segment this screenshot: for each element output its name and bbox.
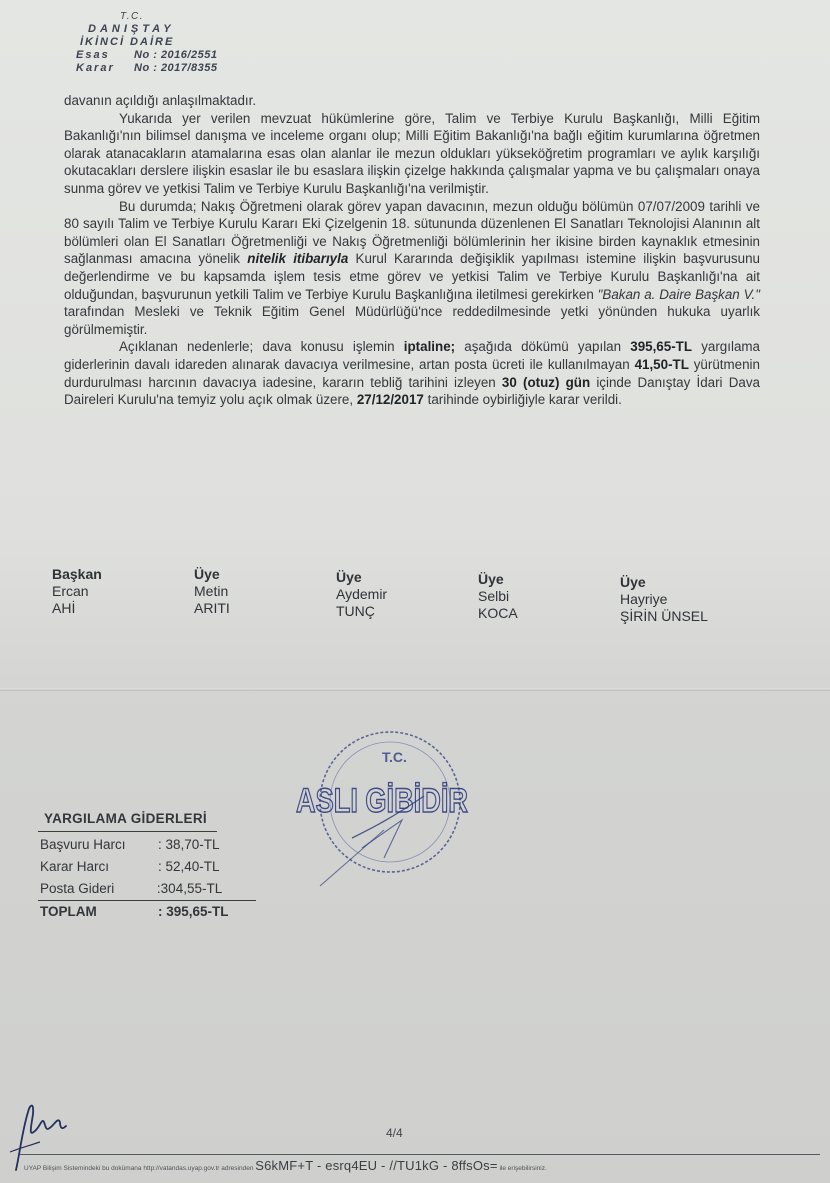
p4-text-i: içinde Danıştay İdari Dava Daireleri Kurulu'na temyiz yolu açık olmak üzere, [64, 374, 760, 408]
cost-total-label: TOPLAM [40, 904, 97, 919]
cost-label: Posta Gideri [40, 881, 115, 896]
decision-text [64, 92, 760, 409]
cost-value: : 38,70-TL [158, 837, 220, 852]
karar-row [76, 62, 217, 75]
paragraph-3 [64, 198, 760, 339]
p4-text-c: aşağıda dökümü yapılan [464, 339, 622, 355]
judges-panel [52, 566, 772, 625]
p4-date: 27/12/2017 [356, 392, 424, 408]
cost-total-value: : 395,65-TL [158, 904, 229, 919]
karar-no: No : 2017/8355 [134, 62, 218, 74]
p4-iptal: iptaline; [403, 339, 456, 355]
p4-total-amount: 395,65-TL [630, 339, 693, 355]
esas-label: Esas [76, 49, 110, 61]
p4-text-a: Açıklanan nedenlerle; dava konusu işlemin [119, 339, 395, 355]
karar-label: Karar [76, 62, 115, 74]
p4-refund-amount: 41,50-TL [634, 356, 689, 372]
stamp-top-text: T.C. [382, 749, 407, 765]
p3-text-a: Bu durumda; Nakış Öğretmeni olarak görev yapan davacının, mezun olduğu bölümün 07/07/2009 tarihli ve 80 sayılı Talim ve Terbiye Kurulu Kararı Eki Çizelgenin 18. sütununda düzenlenen El Sanatları Teknolojisi Alanının alt bölümleri olan El Sanatları Öğretmenliği ve Nakış Öğretmenliği bölümlerinin her ikisine birden kaynaklık etmesinin sağlanması amacına yönelik [64, 198, 760, 267]
judge-last-name: ARITI [194, 600, 230, 616]
footer-prefix: UYAP Bilişim Sistemindeki bu dokümana http://vatandas.uyap.gov.tr adresinden [24, 1165, 254, 1172]
judge-first-name: Metin [194, 583, 229, 599]
p3-emphasis: nitelik itibarıyla [247, 251, 349, 267]
paragraph-1: davanın açıldığı anlaşılmaktadır. [64, 93, 257, 108]
header-org: DANIŞTAY [88, 23, 175, 35]
cost-row [38, 856, 258, 878]
judge-first-name: Selbi [478, 588, 510, 604]
page-number: 4/4 [386, 1126, 403, 1140]
p4-text-k: tarihinde oybirliğiyle karar verildi. [427, 392, 622, 408]
footer-suffix: ile erişebilirsiniz. [499, 1165, 547, 1172]
cost-row [38, 878, 256, 901]
p4-text-g: yürütmenin durdurulması harcının davacıya iadesine, kararın tebliğ tarihini izleyen [64, 356, 760, 390]
header-tc: T.C. [120, 11, 144, 22]
judge-role: Üye [478, 571, 504, 587]
cost-label: Başvuru Harcı [40, 837, 126, 852]
esas-no: No : 2016/2551 [134, 49, 218, 61]
p3-quote: "Bakan a. Daire Başkan V." [597, 286, 760, 302]
footer-divider [20, 1154, 820, 1155]
judge-last-name: AHİ [52, 600, 76, 616]
judge-member-1 [194, 566, 336, 625]
judge-last-name: KOCA [478, 605, 518, 621]
paragraph-2: Yukarıda yer verilen mevzuat hükümlerine göre, Talim ve Terbiye Kurulu Başkanlığı, Milli Eğitim Bakanlığı'nın bilimsel danışma ve inceleme organı olup; Milli Eğitim Bakanlığı'na bağlı eğitim kurumlarına öğretmen olarak atanacakların atamalarına esas olan alanlar ile mezun oldukları yükseköğretim programları ve aylık karşılığı okutacakları derslere ilişkin esaslar ile bu esaslara ilişkin çizelge hakkında çalışmalar yapma ve bu çalışmaları onaya sunma görev ve yetkisi Talim ve Terbiye Kurulu Başkanlığı'na verilmiştir. [64, 110, 760, 196]
costs-table [38, 808, 258, 923]
cost-label: Karar Harcı [40, 859, 110, 874]
judge-role: Üye [194, 566, 220, 582]
esas-row [76, 49, 217, 62]
court-header [76, 10, 217, 75]
judge-president [52, 566, 194, 625]
paper-fold [0, 688, 830, 691]
judge-last-name: TUNÇ [336, 603, 375, 619]
cost-value: : 52,40-TL [158, 859, 220, 874]
cost-row [38, 834, 258, 856]
p3-text-e: tarafından Mesleki ve Teknik Eğitim Genel Müdürlüğü'nce reddedilmesinde yetki yönünden hukuka uyarlık görülmemiştir. [64, 304, 760, 337]
stamp-main-text: ASLI GİBİDİR [296, 782, 468, 820]
judge-role: Üye [620, 574, 646, 590]
judge-first-name: Hayriye [620, 591, 668, 607]
asli-gibidir-stamp [292, 718, 472, 888]
judge-first-name: Aydemir [336, 586, 388, 602]
judge-first-name: Ercan [52, 583, 89, 599]
p3-text-c: Kurul Kararında değişiklik yapılması istemine ilişkin başvurusunu değerlendirme ve bu kapsamda işlem tesis etme görev ve yetkisi Talim ve Terbiye Kurulu Başkanlığı'na ait olduğundan, başvurunun yetkili Talim ve Terbiye Kurulu Başkanlığına iletilmesi gerekirken [64, 251, 760, 302]
p4-text-e: yargılama giderlerinin davalı idareden alınarak davacıya verilmesine, artan posta ücreti ile kullanılmayan [64, 339, 760, 372]
paragraph-4 [64, 338, 760, 408]
judge-last-name: ŞİRİN ÜNSEL [620, 608, 708, 624]
judge-role: Başkan [52, 566, 102, 582]
judge-member-3 [478, 566, 620, 625]
judge-role: Üye [336, 569, 362, 585]
judge-member-4 [620, 566, 762, 625]
judge-member-2 [336, 566, 478, 625]
costs-title: YARGILAMA GİDERLERİ [38, 808, 217, 832]
p4-days: 30 (otuz) gün [501, 374, 591, 390]
header-dept: İKİNCİ DAİRE [80, 36, 175, 48]
cost-total-row [38, 901, 258, 923]
cost-value: :304,55-TL [156, 881, 223, 896]
verification-code: S6kMF+T - esrq4EU - //TU1kG - 8ffsOs= [255, 1158, 498, 1173]
uyap-footer [24, 1158, 814, 1173]
